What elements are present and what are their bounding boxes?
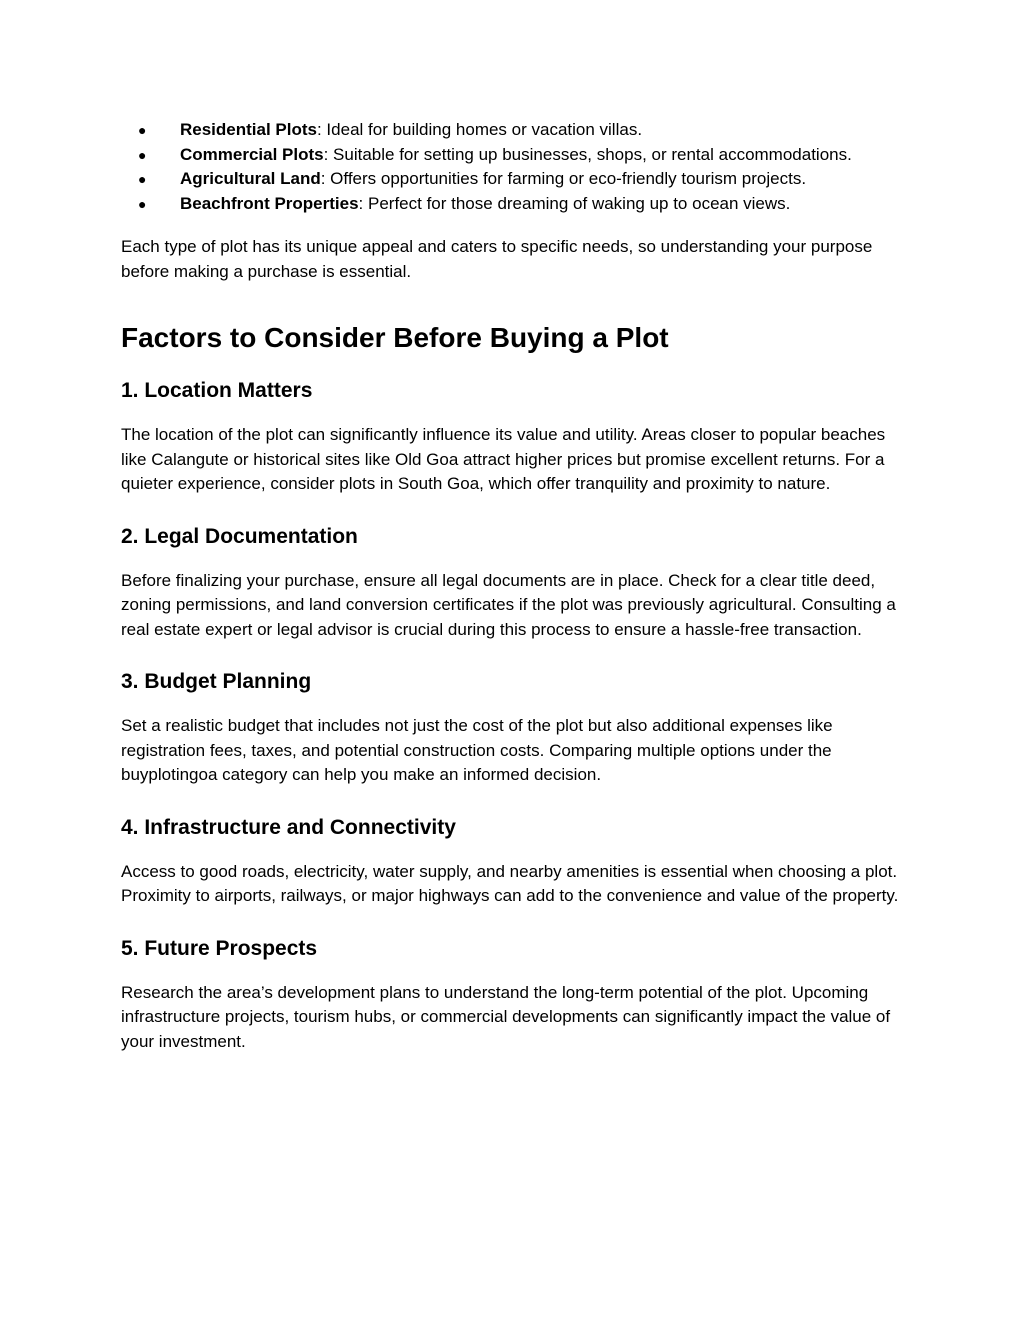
intro-paragraph: Each type of plot has its unique appeal and caters to specific needs, so understanding your purpose before making a purchase is essential. — [121, 237, 873, 281]
list-item-term: Agricultural Land — [180, 169, 321, 188]
bullet-icon: ● — [138, 195, 147, 212]
list-item-desc: : Ideal for building homes or vacation villas. — [316, 120, 643, 139]
section-heading: 1. Location Matters — [121, 379, 313, 402]
section-body: Set a realistic budget that includes not just the cost of the plot but also additional expenses like registration fees, taxes, and potential construction costs. Comparing multiple options under the buyplotingoa category can help you make an informed decision. — [121, 716, 833, 784]
bullet-icon: ● — [138, 171, 147, 187]
list-item — [121, 143, 911, 168]
section-heading: 3. Budget Planning — [121, 670, 312, 693]
list-item-desc: : Perfect for those dreaming of waking up to ocean views. — [358, 193, 791, 213]
bullet-icon: ● — [138, 146, 147, 163]
section-heading: 5. Future Prospects — [121, 936, 318, 960]
list-item-desc: : Offers opportunities for farming or eco-friendly tourism projects. — [320, 169, 807, 188]
list-item-term: Beachfront Properties — [180, 193, 359, 213]
bullet-icon: ● — [138, 122, 147, 138]
section-heading: 2. Legal Documentation — [121, 524, 358, 548]
section-future — [121, 935, 911, 1055]
list-item-desc: : Suitable for setting up businesses, shops, or rental accommodations. — [323, 144, 852, 164]
list-item-term: Commercial Plots — [180, 144, 324, 164]
section-budget — [121, 668, 911, 788]
main-heading: Factors to Consider Before Buying a Plot — [121, 322, 669, 353]
section-legal — [121, 523, 911, 643]
section-body: Access to good roads, electricity, water supply, and nearby amenities is essential when choosing a plot. Proximity to airports, railways, or major highways can add to the convenience and value of the property. — [121, 861, 899, 905]
list-item — [121, 192, 911, 217]
document-page — [121, 118, 911, 1054]
plot-types-list — [121, 118, 911, 216]
section-body: The location of the plot can significantly influence its value and utility. Areas closer to popular beaches like Calangute or historical sites like Old Goa attract higher prices but promise excellent returns. For a quieter experience, consider plots in South Goa, which offer tranquility and proximity to nature. — [121, 425, 886, 493]
list-item-term: Residential Plots — [180, 120, 317, 139]
section-location — [121, 377, 911, 497]
section-body: Before finalizing your purchase, ensure all legal documents are in place. Check for a clear title deed, zoning permissions, and land conversion certificates if the plot was previously agricultural. Consulting a real estate expert or legal advisor is crucial during this process to ensure a hassle-free transaction. — [121, 570, 896, 639]
section-infrastructure — [121, 814, 911, 909]
list-item — [121, 167, 911, 192]
section-heading: 4. Infrastructure and Connectivity — [121, 815, 456, 839]
section-body: Research the area’s development plans to understand the long-term potential of the plot. Upcoming infrastructure projects, tourism hubs, or commercial developments can significantly impact the value of your investment. — [121, 982, 891, 1051]
list-item — [121, 118, 911, 143]
